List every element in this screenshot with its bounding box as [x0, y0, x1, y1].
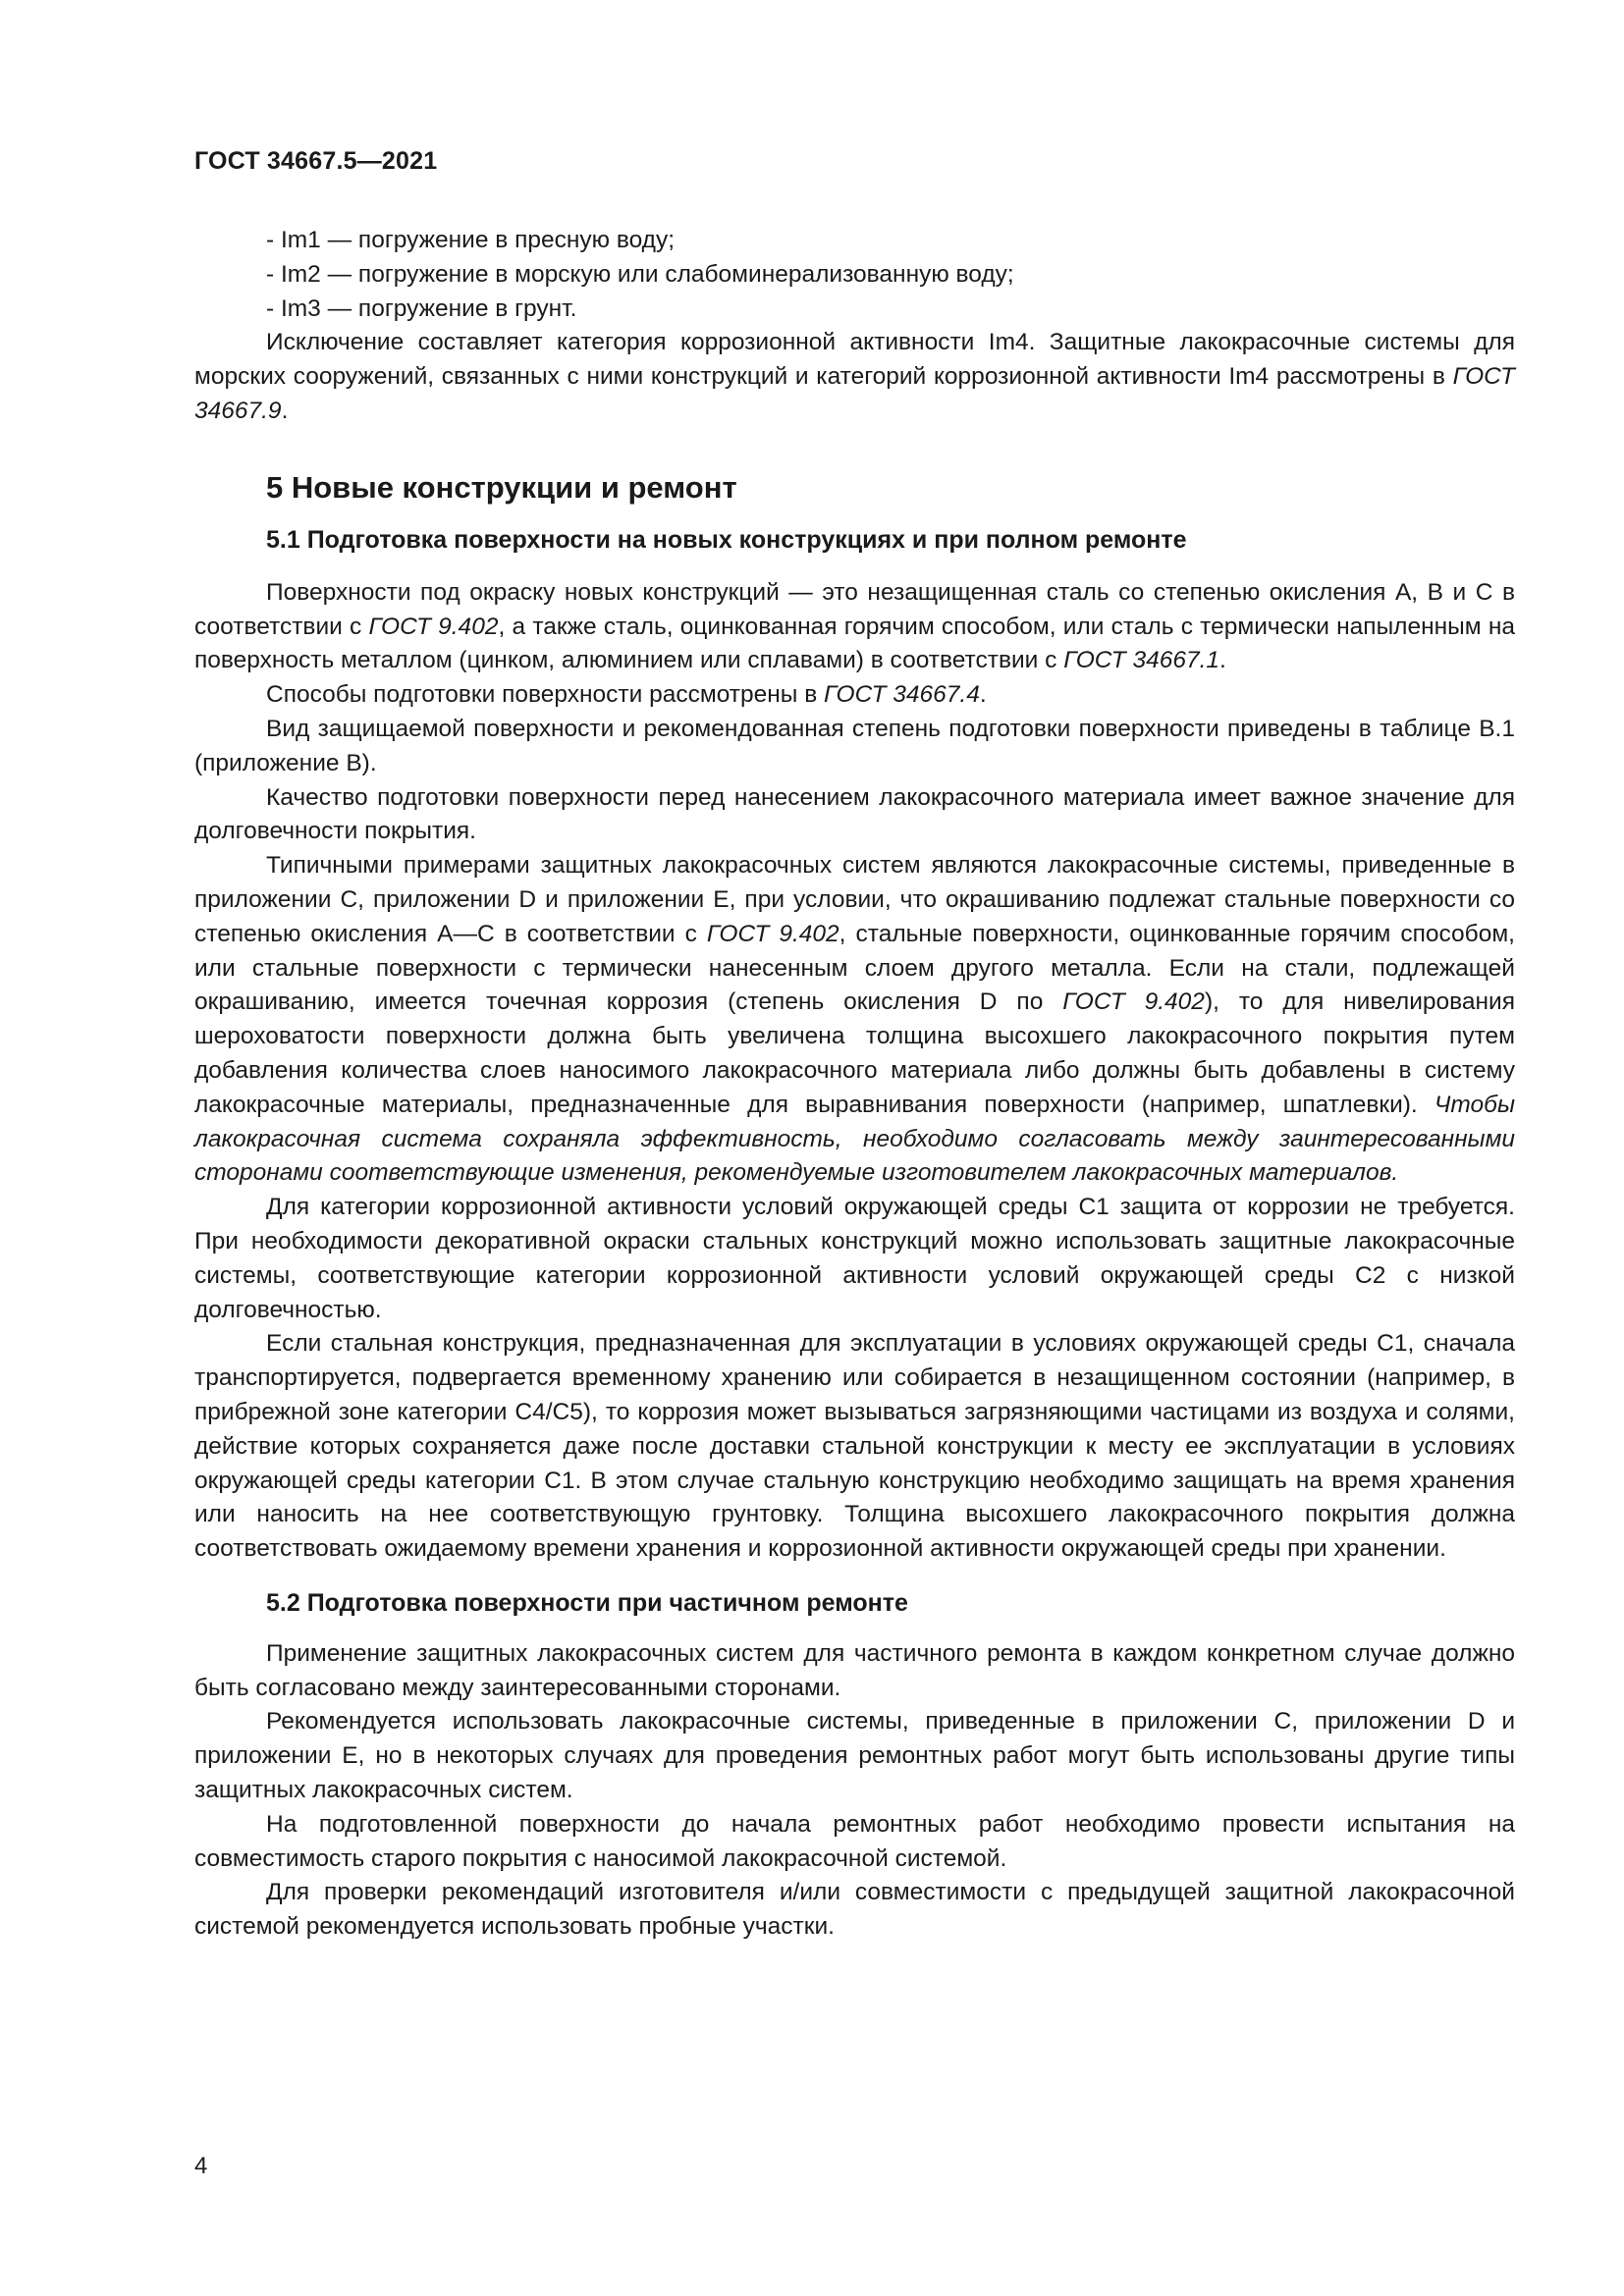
page-number: 4	[194, 2153, 208, 2179]
list-item: - Im3 — погружение в грунт.	[266, 294, 577, 322]
paragraph: Рекомендуется использовать лакокрасочные системы, приведенные в приложении С, приложении D и приложении Е, но в некоторых случаях для проведения ремонтных работ могут быть использованы другие типы защитных лакокрасочных систем.	[194, 1708, 1515, 1804]
paragraph: Вид защищаемой поверхности и рекомендованная степень подготовки поверхности приведены в таблице В.1 (приложение В).	[194, 715, 1515, 776]
page-body	[194, 224, 1515, 1945]
subsection-heading: 5.1 Подготовка поверхности на новых конструкциях и при полном ремонте	[266, 525, 1187, 554]
standard-reference: ГОСТ 9.402	[706, 920, 839, 947]
paragraph: Качество подготовки поверхности перед нанесением лакокрасочного материала имеет важное значение для долговечности покрытия.	[194, 783, 1515, 845]
paragraph: Применение защитных лакокрасочных систем для частичного ремонта в каждом конкретном случае должно быть согласовано между заинтересованными сторонами.	[194, 1639, 1515, 1701]
paragraph: Для проверки рекомендаций изготовителя и/или совместимости с предыдущей защитной лакокрасочной системой рекомендуется использовать пробные участки.	[194, 1879, 1515, 1941]
document-code-header: ГОСТ 34667.5—2021	[194, 147, 438, 175]
paragraph: На подготовленной поверхности до начала ремонтных работ необходимо провести испытания на совместимость старого покрытия с наносимой лакокрасочной системой.	[194, 1810, 1515, 1872]
subsection-heading: 5.2 Подготовка поверхности при частичном ремонте	[266, 1588, 908, 1617]
standard-reference: ГОСТ 9.402	[1062, 988, 1205, 1016]
paragraph: Поверхности под окраску новых конструкций — это незащищенная сталь со степенью окисления А, В и С в соответствии с ГОСТ 9.402, а также сталь, оцинкованная горячим способом, или сталь с термически напыленным на поверхность металлом (цинком, алюминием или сплавами) в соответствии с ГОСТ 34667.1.	[194, 578, 1515, 674]
paragraph: Для категории коррозионной активности условий окружающей среды С1 защита от коррозии не требуется. При необходимости декоративной окраски стальных конструкций можно использовать защитные лакокрасочные системы, соответствующие категории коррозионной активности условий окружающей среды С2 с низкой долговечностью.	[194, 1194, 1515, 1323]
list-item: - Im1 — погружение в пресную воду;	[266, 227, 676, 253]
standard-reference: ГОСТ 34667.4	[824, 681, 980, 709]
paragraph: Если стальная конструкция, предназначенная для эксплуатации в условиях окружающей среды С1, сначала транспортируется, подвергается временному хранению или собирается в незащищенном состоянии (например, в прибрежной зоне категории С4/С5), то коррозия может вызываться загрязняющими частицами из воздуха и солями, действие которых сохраняется даже после доставки стальной конструкции к месту ее эксплуатации в условиях окружающей среды категории С1. В этом случае стальную конструкцию необходимо защищать на время хранения или наносить на нее соответствующую грунтовку. Толщина высохшего лакокрасочного покрытия должна соответствовать ожидаемому времени хранения и коррозионной активности окружающей среды при хранении.	[194, 1330, 1515, 1563]
standard-reference: ГОСТ 34667.9	[194, 363, 1515, 424]
standard-reference: ГОСТ 9.402	[368, 613, 499, 640]
italic-note: Чтобы лакокрасочная система сохраняла эффективность, необходимо согласовать между заинтересованными сторонами соответствующие изменения, рекомендуемые изготовителем лакокрасочных материалов.	[194, 1091, 1515, 1187]
paragraph: Способы подготовки поверхности рассмотрены в ГОСТ 34667.4.	[266, 681, 987, 709]
standard-reference: ГОСТ 34667.1	[1063, 647, 1220, 674]
list-item: - Im2 — погружение в морскую или слабоминерализованную воду;	[266, 260, 1014, 288]
paragraph: Типичными примерами защитных лакокрасочных систем являются лакокрасочные системы, приведенные в приложении С, приложении D и приложении Е, при условии, что окрашиванию подлежат стальные поверхности со степенью окисления А—С в соответствии с ГОСТ 9.402, стальные поверхности, оцинкованные горячим способом, или стальные поверхности с термически нанесенным слоем другого металла. Если на стали, подлежащей окрашиванию, имеется точечная коррозия (степень окисления D по ГОСТ 9.402), то для нивелирования шероховатости поверхности должна быть увеличена толщина высохшего лакокрасочного покрытия путем добавления количества слоев наносимого лакокрасочного материала либо должны быть добавлены в систему лакокрасочные материалы, предназначенные для выравнивания поверхности (например, шпатлевки). Чтобы лакокрасочная система сохраняла эффективность, необходимо согласовать между заинтересованными сторонами соответствующие изменения, рекомендуемые изготовителем лакокрасочных материалов.	[194, 852, 1515, 1187]
paragraph-exception: Исключение составляет категория коррозионной активности Im4. Защитные лакокрасочные системы для морских сооружений, связанных с ними конструкций и категорий коррозионной активности Im4 рассмотрены в ГОСТ 34667.9.	[194, 329, 1515, 424]
section-heading: 5 Новые конструкции и ремонт	[266, 469, 737, 505]
